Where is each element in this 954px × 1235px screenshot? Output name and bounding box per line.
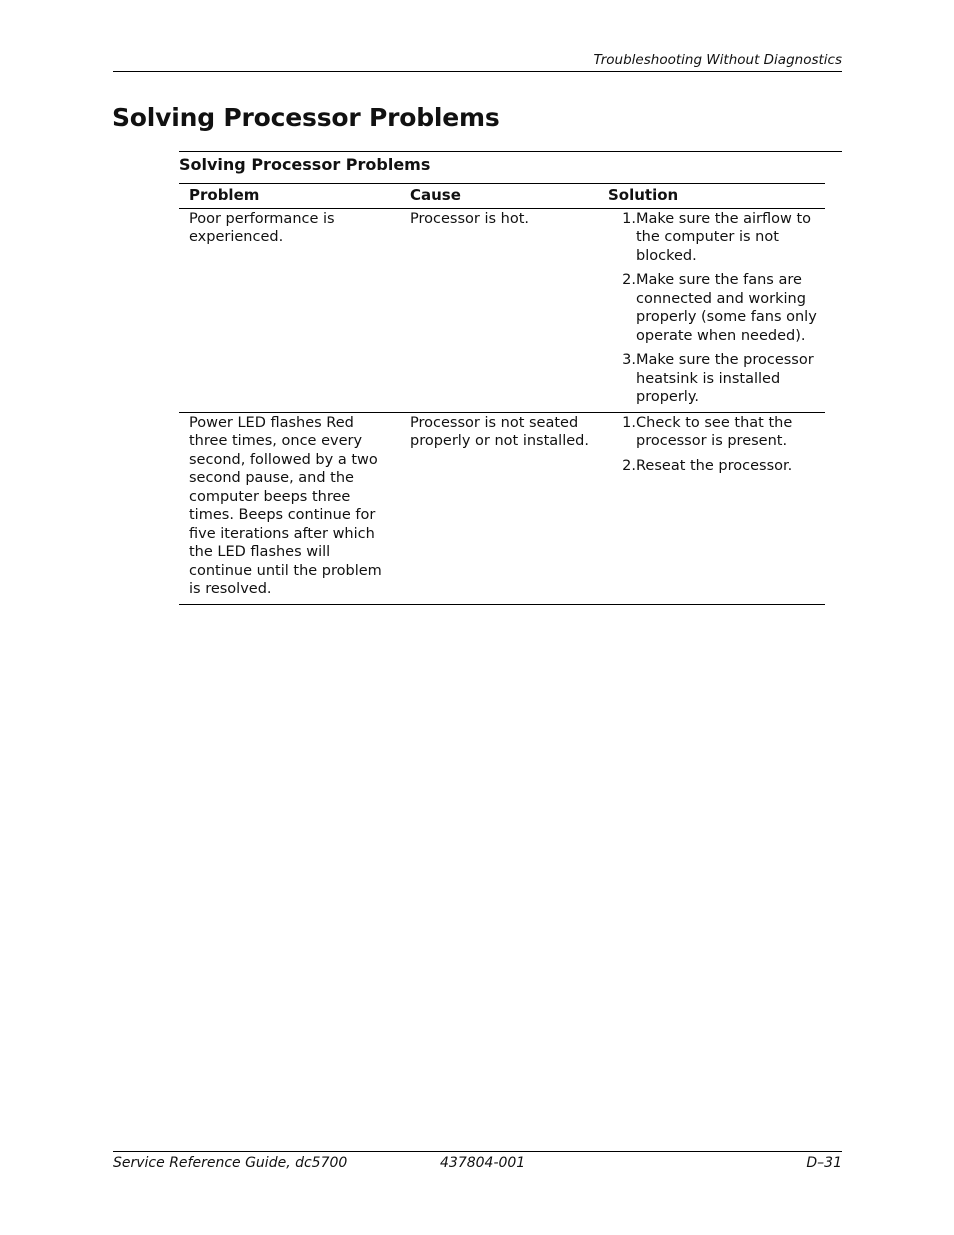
column-header-problem: Problem [179,184,400,209]
footer-page-number: D–31 [806,1155,842,1171]
table-header-row [179,184,825,209]
step-text: Make sure the airflow to the computer is not blocked. [636,210,812,264]
running-header: Troubleshooting Without Diagnostics [593,52,842,68]
table-title-rule [179,151,842,152]
step-text: Reseat the processor. [636,457,793,474]
step-text: Make sure the processor heatsink is installed properly. [636,352,814,405]
processor-problems-table [179,183,825,605]
table-row [179,412,825,604]
step-text: Make sure the fans are connected and working properly (some fans only operate when needed). [636,272,817,344]
solution-step [608,210,817,266]
solution-step [608,271,817,345]
solution-steps [608,414,817,476]
solution-cell [598,412,825,604]
table-row [179,208,825,412]
footer-part-number: 437804-001 [440,1155,526,1171]
step-number: 1. [622,414,636,431]
solution-steps [608,210,817,407]
problem-cell: Power LED flashes Red three times, once every second, followed by a two second pause, and the computer beeps three times. Beeps continue for five iterations after which the LED flashes will continue until the problem is resolved. [179,412,400,604]
page-title: Solving Processor Problems [112,103,500,132]
page-footer [113,1153,842,1173]
problem-cell: Poor performance is experienced. [179,208,400,412]
step-number: 2. [622,272,636,288]
step-number: 3. [622,352,636,368]
column-header-cause: Cause [400,184,598,209]
table-title: Solving Processor Problems [179,155,431,174]
cause-cell: Processor is hot. [400,208,598,412]
solution-step [608,457,817,476]
cause-cell: Processor is not seated properly or not installed. [400,412,598,604]
column-header-solution: Solution [598,184,825,209]
footer-guide-title: Service Reference Guide, dc5700 [113,1155,348,1171]
step-number: 2. [622,457,636,474]
step-text: Check to see that the processor is present. [636,414,793,449]
header-rule [113,71,842,72]
solution-cell [598,208,825,412]
footer-rule [113,1151,842,1152]
solution-step [608,351,817,407]
solution-step [608,414,817,451]
step-number: 1. [622,210,636,227]
